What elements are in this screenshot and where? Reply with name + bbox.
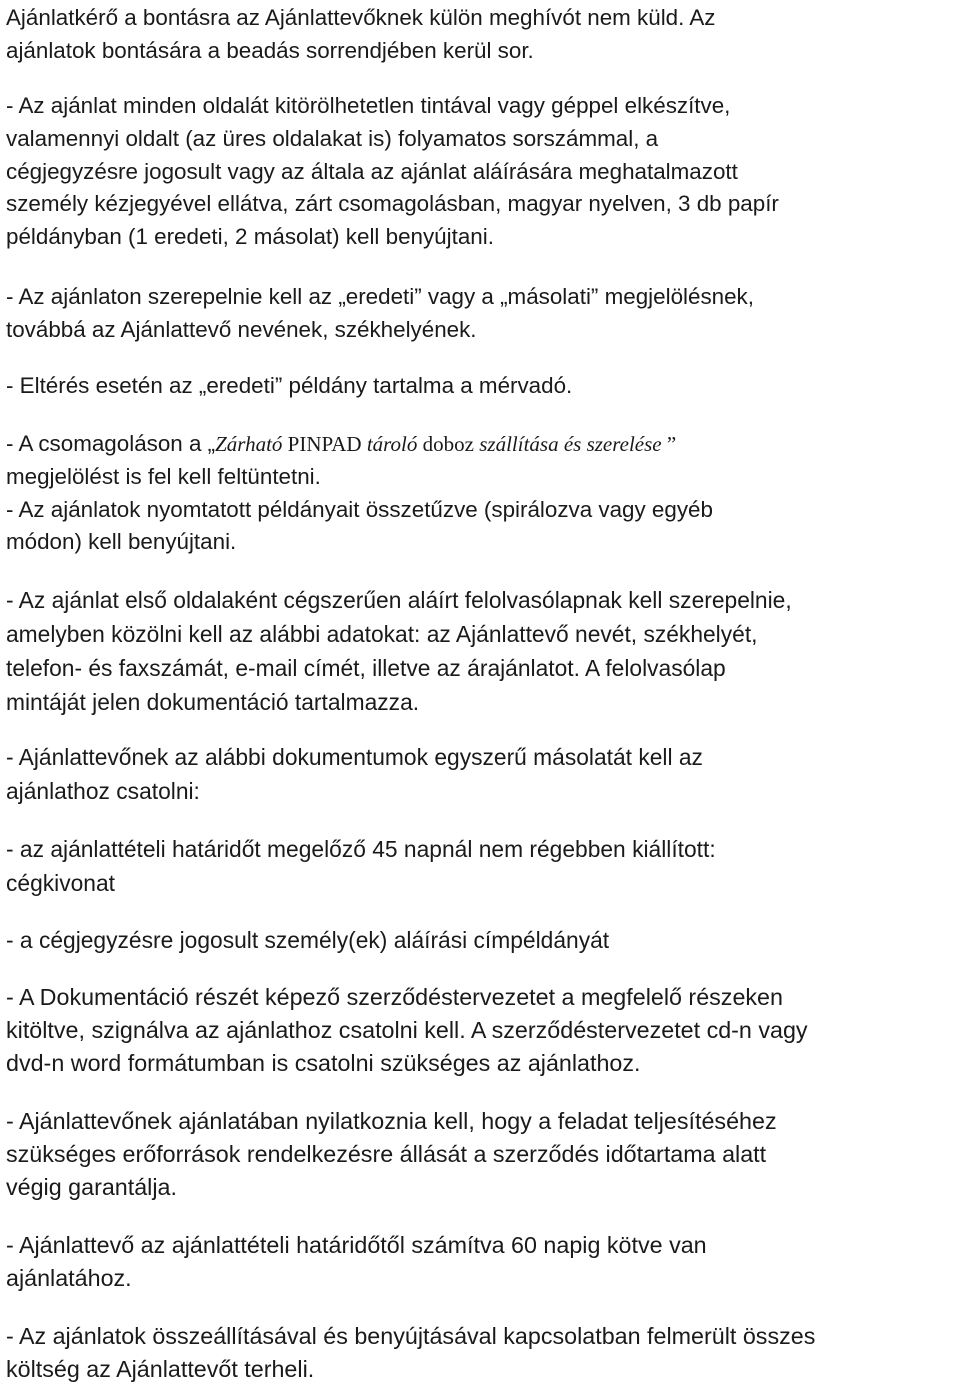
text-segment: ” [661, 432, 677, 456]
text-segment: Zárható [215, 432, 283, 456]
text-segment: doboz [417, 432, 480, 456]
text-segment: szállítása és szerelése [479, 432, 662, 456]
paragraph-felolvasolap [6, 583, 960, 719]
text-line: módon) kell benyújtani. [6, 529, 237, 555]
text-line: - Eltérés esetén az „eredeti” példány tartalma a mérvadó. [6, 373, 573, 398]
paragraph-cegkivonat [6, 832, 960, 900]
text-line: továbbá az Ajánlattevő nevének, székhelyének. [6, 316, 477, 342]
text-line: Ajánlatkérő a bontásra az Ajánlattevőknek külön meghívót nem küld. Az [6, 5, 716, 30]
text-line: költség az Ajánlattevőt terheli. [6, 1356, 315, 1382]
paragraph-megjeloles [6, 281, 960, 347]
text-line: - Az ajánlat minden oldalát kitörölhetetlen tintával vagy géppel elkészítve, [6, 93, 731, 118]
text-line: - Ajánlattevőnek az alábbi dokumentumok egyszerű másolatát kell az [6, 744, 703, 770]
text-line: - az ajánlattételi határidőt megelőző 45 napnál nem régebben kiállított: [6, 836, 716, 862]
text-line: - Az ajánlaton szerepelnie kell az „eredeti” vagy a „másolati” megjelölésnek, [6, 284, 754, 309]
paragraph-koltsegek [6, 1320, 960, 1386]
text-line: - Az ajánlat első oldalaként cégszerűen aláírt felolvasólapnak kell szerepelnie, [6, 587, 792, 613]
text-line: ajánlathoz csatolni: [6, 778, 200, 804]
paragraph-cimpeldany [6, 923, 960, 957]
paragraph-csomagolas [6, 428, 960, 559]
text-segment: PINPAD [282, 432, 367, 456]
text-line: kitöltve, szignálva az ajánlathoz csatolni kell. A szerződéstervezetet cd-n vagy [6, 1017, 808, 1043]
text-line: - Ajánlattevő az ajánlattételi határidőtől számítva 60 napig kötve van [6, 1232, 707, 1258]
text-line: cégkivonat [6, 870, 115, 896]
text-line: cégjegyzésre jogosult vagy az általa az ajánlat aláírására meghatalmazott [6, 158, 738, 184]
paragraph-elteres [6, 370, 960, 403]
text-line: személy kézjegyével ellátva, zárt csomagolásban, magyar nyelven, 3 db papír [6, 191, 779, 217]
text-line: szükséges erőforrások rendelkezésre állását a szerződés időtartama alatt [6, 1141, 767, 1167]
text-segment: tároló [366, 432, 418, 456]
paragraph-masolatok [6, 740, 960, 808]
text-line: amelyben közölni kell az alábbi adatokat: az Ajánlattevő nevét, székhelyét, [6, 621, 758, 647]
paragraph-szerzodestervezet [6, 981, 960, 1080]
text-line: valamennyi oldalt (az üres oldalakat is) folyamatos sorszámmal, a [6, 125, 659, 151]
text-line: - Az ajánlatok nyomtatott példányait összetűzve (spirálozva vagy egyéb [6, 496, 713, 522]
text-segment: - A csomagoláson a „ [6, 431, 216, 456]
text-line: - a cégjegyzésre jogosult személy(ek) aláírási címpéldányát [6, 927, 610, 953]
text-line: - Ajánlattevőnek ajánlatában nyilatkoznia kell, hogy a feladat teljesítéséhez [6, 1108, 777, 1134]
text-line: - Az ajánlatok összeállításával és benyújtásával kapcsolatban felmerült összes [6, 1323, 816, 1349]
text-line: - A Dokumentáció részét képező szerződéstervezetet a megfelelő részeken [6, 984, 783, 1010]
text-line [6, 428, 960, 461]
paragraph-ajanlati-kotottseg [6, 1229, 960, 1295]
text-line: végig garantálja. [6, 1174, 177, 1200]
text-line: dvd-n word formátumban is csatolni szükséges az ajánlathoz. [6, 1050, 641, 1076]
text-line: példányban (1 eredeti, 2 másolat) kell benyújtani. [6, 224, 494, 250]
text-line: telefon- és faxszámát, e-mail címét, illetve az árajánlatot. A felolvasólap [6, 655, 726, 681]
text-line: megjelölést is fel kell feltüntetni. [6, 463, 321, 489]
paragraph-ajanlat-formai [6, 90, 960, 254]
paragraph-eroforrasok [6, 1105, 960, 1204]
text-line: ajánlatához. [6, 1265, 132, 1291]
text-line: ajánlatok bontására a beadás sorrendjében kerül sor. [6, 37, 534, 63]
paragraph-bontas [6, 2, 960, 68]
text-line: mintáját jelen dokumentáció tartalmazza. [6, 689, 420, 715]
